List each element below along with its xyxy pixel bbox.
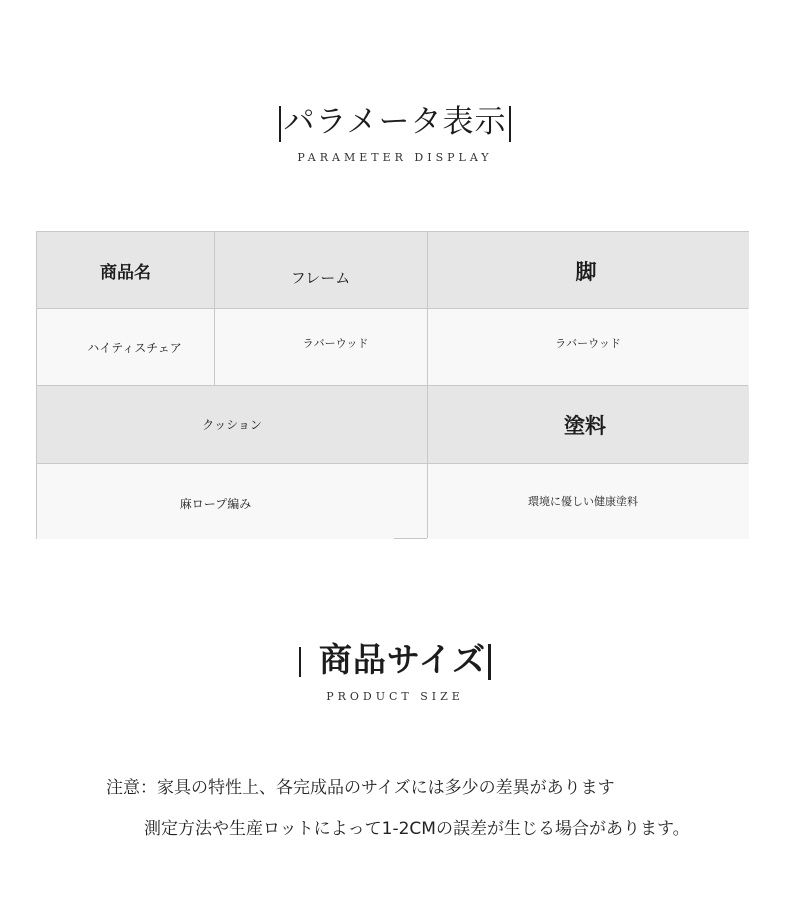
table-header-leg: 脚 [427, 232, 749, 309]
title-bar-left [279, 106, 281, 142]
table-value-paint: 環境に優しい健康塗料 [427, 463, 749, 539]
title-bar-right [509, 106, 511, 142]
title-bar-left [299, 647, 301, 677]
table-header-paint: 塗料 [427, 386, 749, 463]
title-bar-right [488, 644, 491, 680]
table-divider [37, 463, 748, 464]
table-divider [37, 308, 748, 309]
product-size-title-text: 商品サイズ [318, 640, 487, 679]
product-size-subtitle: PRODUCT SIZE [326, 690, 464, 703]
parameter-display-subtitle: PARAMETER DISPLAY [297, 151, 493, 164]
table-header-frame: フレーム [214, 232, 427, 309]
parameter-display-title [0, 96, 790, 142]
table-header-cushion: クッション [37, 386, 427, 463]
table-header-product-name: 商品名 [37, 232, 214, 309]
table-value-leg: ラバーウッド [427, 309, 749, 386]
table-divider [37, 385, 748, 386]
table-value-product-name: ハイティスチェア [37, 309, 232, 386]
table-divider [427, 232, 428, 538]
size-note-line1: 注意：家具の特性上、各完成品のサイズには多少の差異があります [106, 778, 615, 798]
parameter-display-title-text: パラメータ表示 [283, 104, 507, 140]
table-value-cushion: 麻ロープ編み [37, 463, 394, 539]
table-value-frame: ラバーウッド [214, 309, 427, 386]
parameter-table [36, 231, 749, 539]
table-divider [214, 232, 215, 385]
product-size-title [0, 634, 790, 681]
size-note-line2: 測定方法や生産ロットによって1-2CMの誤差が生じる場合があります。 [144, 819, 690, 839]
